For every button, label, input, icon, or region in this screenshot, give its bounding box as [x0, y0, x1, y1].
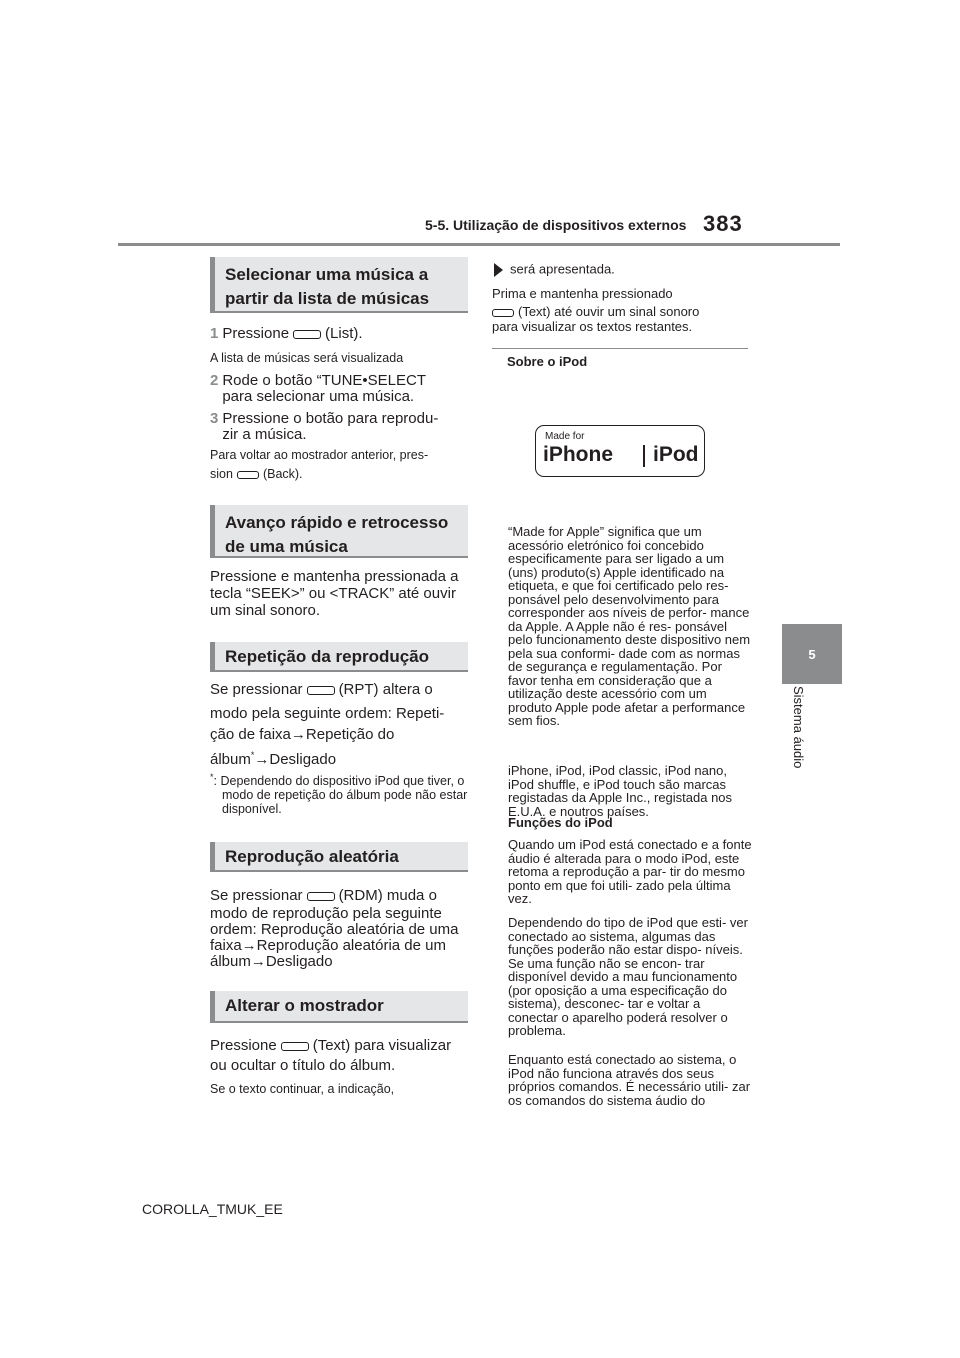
made-for-apple-text: “Made for Apple” significa que um acessório eletrónico foi concebido especificamente para ser ligado a um (uns) produto(s) Apple identificado na etiqueta, e que foi certificado pelo res- ponsável pelo desenvolvimento para corresponder aos níveis de perfor- mance da Apple. A Apple não é res- ponsável pelo funcionamento deste dispositivo nem pela sua conformi- dade com as normas de segurança e regulamentação. Por favor tenha em consideração que a utilização deste acessório com um produto Apple pode afetar a performance sem fios.	[508, 524, 751, 728]
footnote-marker: *	[210, 772, 214, 782]
step-number: 2	[210, 372, 219, 389]
trademarks-text: iPhone, iPod, iPod classic, iPod nano, iPod shuffle, e iPod touch são marcas registadas da Apple Inc., registada nos E.U.A. e noutros países.	[508, 763, 733, 819]
hold-line: Prima e mantenha pressionado	[492, 286, 673, 301]
random-text: Se pressionar	[210, 887, 303, 904]
repeat-line: modo pela seguinte ordem: Repeti-	[210, 705, 445, 722]
functions-text: Dependendo do tipo de iPod que esti- ver conectado ao sistema, algumas das funções poderão não estar dispo- níveis. Se uma função não se encon- trar disponível devido a mau funcionamento (por oposição a uma especificação do sistema), desconec- tar e voltar a conectar o aparelho poderá resolver o problema.	[508, 915, 748, 1038]
section-title-line: Reprodução aleatória	[225, 847, 399, 866]
back-note-text: sion	[210, 467, 233, 481]
page-number: 383	[703, 211, 743, 236]
repeat-footnote	[210, 770, 468, 816]
hold-text: (Text) até ouvir um sinal sonoro	[518, 304, 700, 319]
repeat-text: Se pressionar	[210, 681, 303, 698]
section-title-line: Alterar o mostrador	[225, 996, 384, 1015]
chapter-tab	[782, 624, 842, 684]
continued-line	[492, 262, 750, 278]
model-footer: COROLLA_TMUK_EE	[142, 1201, 283, 1217]
random-text: (RDM) muda o	[338, 887, 437, 904]
repeat-line: ção de faixa→Repetição do	[210, 726, 395, 743]
made-for-iphone-ipod-badge	[535, 425, 705, 477]
badge-divider	[643, 445, 645, 467]
badge-ipod: iPod	[653, 443, 699, 466]
step-3	[210, 411, 468, 443]
back-note-line: Para voltar ao mostrador anterior, pres-	[210, 448, 429, 462]
header-divider	[118, 243, 840, 246]
fast-forward-text: Pressione e mantenha pressionada a tecla “SEEK>” ou <TRACK” até ouvir um sinal sonoro.	[210, 568, 459, 619]
badge-made-for: Made for	[545, 431, 585, 442]
display-line: ou ocultar o título do álbum.	[210, 1057, 396, 1074]
footnote-marker: *	[250, 750, 255, 760]
random-line	[210, 888, 468, 904]
step-number: 1	[210, 325, 219, 342]
section-title-display	[210, 991, 468, 1023]
back-button-icon	[237, 471, 259, 479]
footnote-text: : Dependendo do dispositivo iPod que tiver, o modo de repetição do álbum pode não estar disponível.	[213, 774, 468, 817]
back-note-text: (Back).	[262, 467, 303, 481]
section-title-line: partir da lista de músicas	[225, 289, 430, 308]
step-text: Pressione	[222, 325, 290, 342]
repeat-line	[210, 682, 468, 698]
random-text: modo de reprodução pela seguinte ordem: Reprodução aleatória de uma faixa→Reprodução aleatória de um álbum→Desligado	[210, 905, 459, 970]
repeat-line	[210, 747, 468, 768]
list-button-icon	[293, 330, 321, 339]
section-title-line: de uma música	[225, 537, 348, 556]
badge-iphone-text: iPhone	[543, 443, 614, 466]
step-text: Pressione o botão para reprodu- zir a música.	[222, 410, 439, 443]
text-button-icon	[281, 1042, 309, 1051]
step-note: A lista de músicas será visualizada	[210, 351, 404, 365]
continue-arrow-icon	[492, 262, 504, 278]
badge-iphone	[543, 443, 613, 467]
display-note: Se o texto continuar, a indicação,	[210, 1082, 395, 1096]
step-text: (List).	[325, 325, 363, 342]
repeat-text: →Desligado	[254, 751, 337, 768]
section-title-line: Avanço rápido e retrocesso	[225, 513, 449, 532]
continued-text: será apresentada.	[510, 261, 615, 277]
step-2	[210, 373, 468, 405]
display-text: (Text) para visualizar	[312, 1037, 452, 1054]
step-1	[210, 326, 468, 342]
section-title-select-music	[210, 257, 468, 313]
ipod-functions-title: Funções do iPod	[508, 815, 613, 830]
rpt-button-icon	[307, 686, 335, 695]
text-button-icon	[492, 309, 514, 317]
section-header: 5-5. Utilização de dispositivos externos	[425, 217, 687, 233]
functions-text: Quando um iPod está conectado e a fonte áudio é alterada para o modo iPod, este retoma a reprodução a par- tir do mesmo ponto em que foi utili- zado pela última vez.	[508, 837, 752, 906]
info-divider	[492, 348, 748, 349]
chapter-label-text: Sistema áudio	[791, 686, 806, 769]
display-line	[210, 1038, 468, 1054]
hold-line: para visualizar os textos restantes.	[492, 319, 693, 334]
repeat-text: álbum	[210, 751, 251, 768]
functions-text: Enquanto está conectado ao sistema, o iPod não funciona através dos seus próprios comandos. É necessário utili- zar os comandos do sistema áudio do	[508, 1052, 751, 1108]
section-title-random	[210, 842, 468, 872]
about-ipod-title: Sobre o iPod	[507, 354, 588, 369]
repeat-text: (RPT) altera o	[338, 681, 433, 698]
chapter-number: 5	[808, 646, 816, 662]
section-title-fast-forward	[210, 505, 468, 558]
back-note-line	[210, 467, 468, 481]
step-number: 3	[210, 410, 219, 427]
section-title-line: Repetição da reprodução	[225, 647, 430, 666]
section-title-repeat	[210, 642, 468, 672]
hold-line	[492, 305, 750, 319]
section-title-line: Selecionar uma música a	[225, 265, 429, 284]
chapter-label	[776, 686, 812, 796]
step-text: Rode o botão “TUNE•SELECT para selecionar uma música.	[222, 372, 426, 405]
display-text: Pressione	[210, 1037, 277, 1054]
rdm-button-icon	[307, 892, 335, 901]
